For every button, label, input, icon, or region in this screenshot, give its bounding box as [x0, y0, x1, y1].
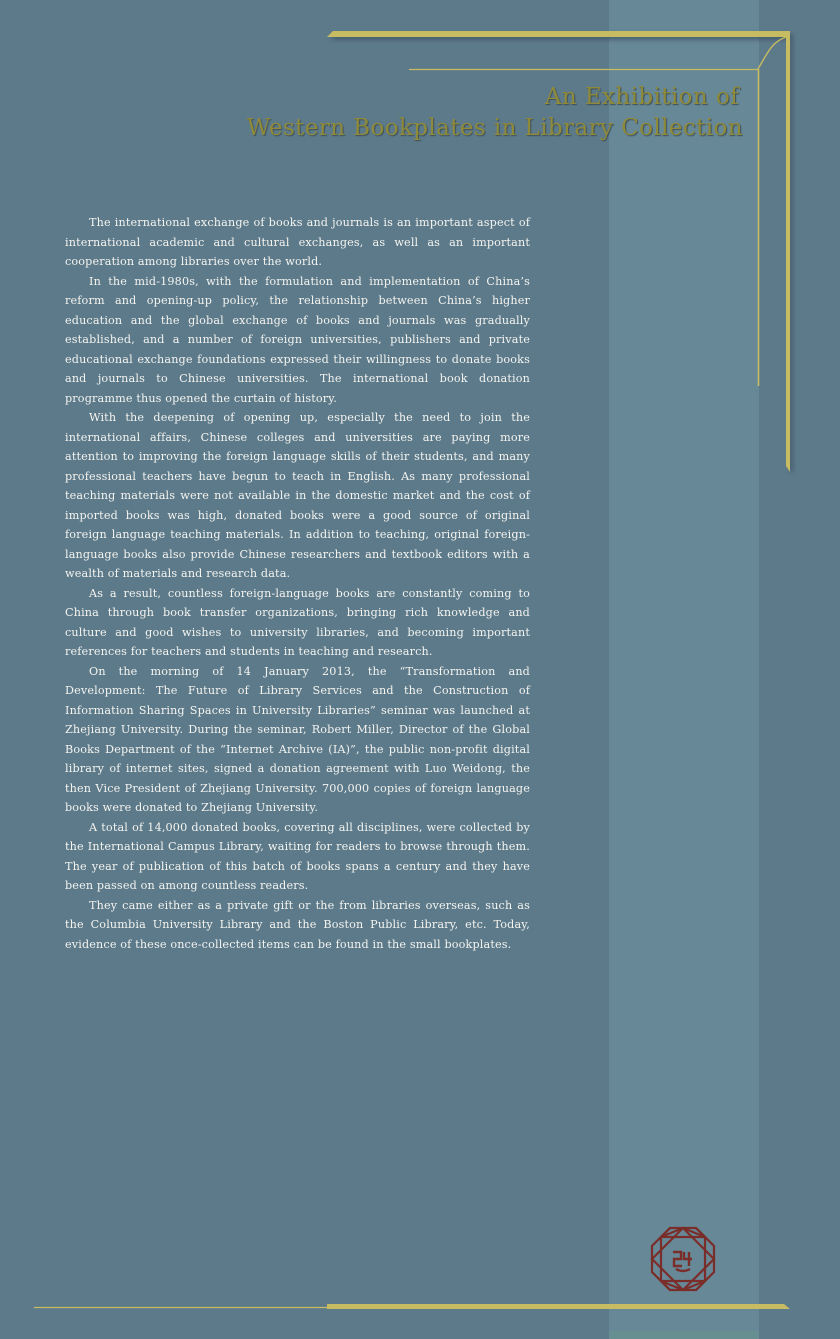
title-line-1: An Exhibition of	[544, 84, 739, 110]
exhibition-title	[247, 82, 743, 144]
right-gold-bar	[786, 31, 790, 472]
paragraph: The international exchange of books and journals is an important aspect of international academic and cultural exchanges, as well as an important cooperation among libraries over the world.	[65, 216, 530, 268]
paragraph: With the deepening of opening up, especially the need to join the international affairs, Chinese colleges and universities are paying more attention to improving the foreign language skills of their students, and many professional teachers have begun to teach in English. As many professional teaching materials were not available in the domestic market and the cost of imported books was high, donated books were a good source of original foreign language teaching materials. In addition to teaching, original foreign-language books also provide Chinese researchers and textbook editors with a wealth of materials and research data.	[65, 411, 530, 580]
footer-thick-bar	[327, 1304, 790, 1309]
paragraph: A total of 14,000 donated books, covering all disciplines, were collected by the International Campus Library, waiting for readers to browse through them. The year of publication of this batch of books spans a century and they have been passed on among countless readers.	[65, 820, 530, 892]
paragraph: In the mid-1980s, with the formulation and implementation of China’s reform and opening-up policy, the relationship between China’s higher education and the global exchange of books and journals was gradually established, and a number of foreign universities, publishers and private educational exchange foundations expressed their willingness to donate books and journals to Chinese universities. The international book donation programme thus opened the curtain of history.	[65, 274, 530, 405]
university-emblem-icon	[650, 1226, 716, 1292]
paragraph: As a result, countless foreign-language books are constantly coming to China through book transfer organizations, bringing rich knowledge and culture and good wishes to university libraries, and becoming important references for teachers and students in teaching and research.	[65, 586, 530, 658]
title-line-2: Western Bookplates in Library Collection	[246, 115, 743, 141]
footer-gold-rule	[0, 1290, 840, 1320]
corner-curve	[758, 37, 786, 69]
decorative-strip-footer	[609, 1331, 759, 1339]
top-gold-bar	[327, 31, 790, 37]
paragraph: On the morning of 14 January 2013, the “Transformation and Development: The Future of Library Services and the Construction of Information Sharing Spaces in University Libraries” seminar was launched at Zhejiang University. During the seminar, Robert Miller, Director of the Global Books Department of the “Internet Archive (IA)”, the public non-profit digital library of internet sites, signed a donation agreement with Luo Weidong, the then Vice President of Zhejiang University. 700,000 copies of foreign language books were donated to Zhejiang University.	[65, 664, 530, 814]
article-body	[65, 213, 530, 954]
paragraph: They came either as a private gift or the from libraries overseas, such as the Columbia University Library and the Boston Public Library, etc. Today, evidence of these once-collected items can be found in the small bookplates.	[65, 898, 530, 951]
